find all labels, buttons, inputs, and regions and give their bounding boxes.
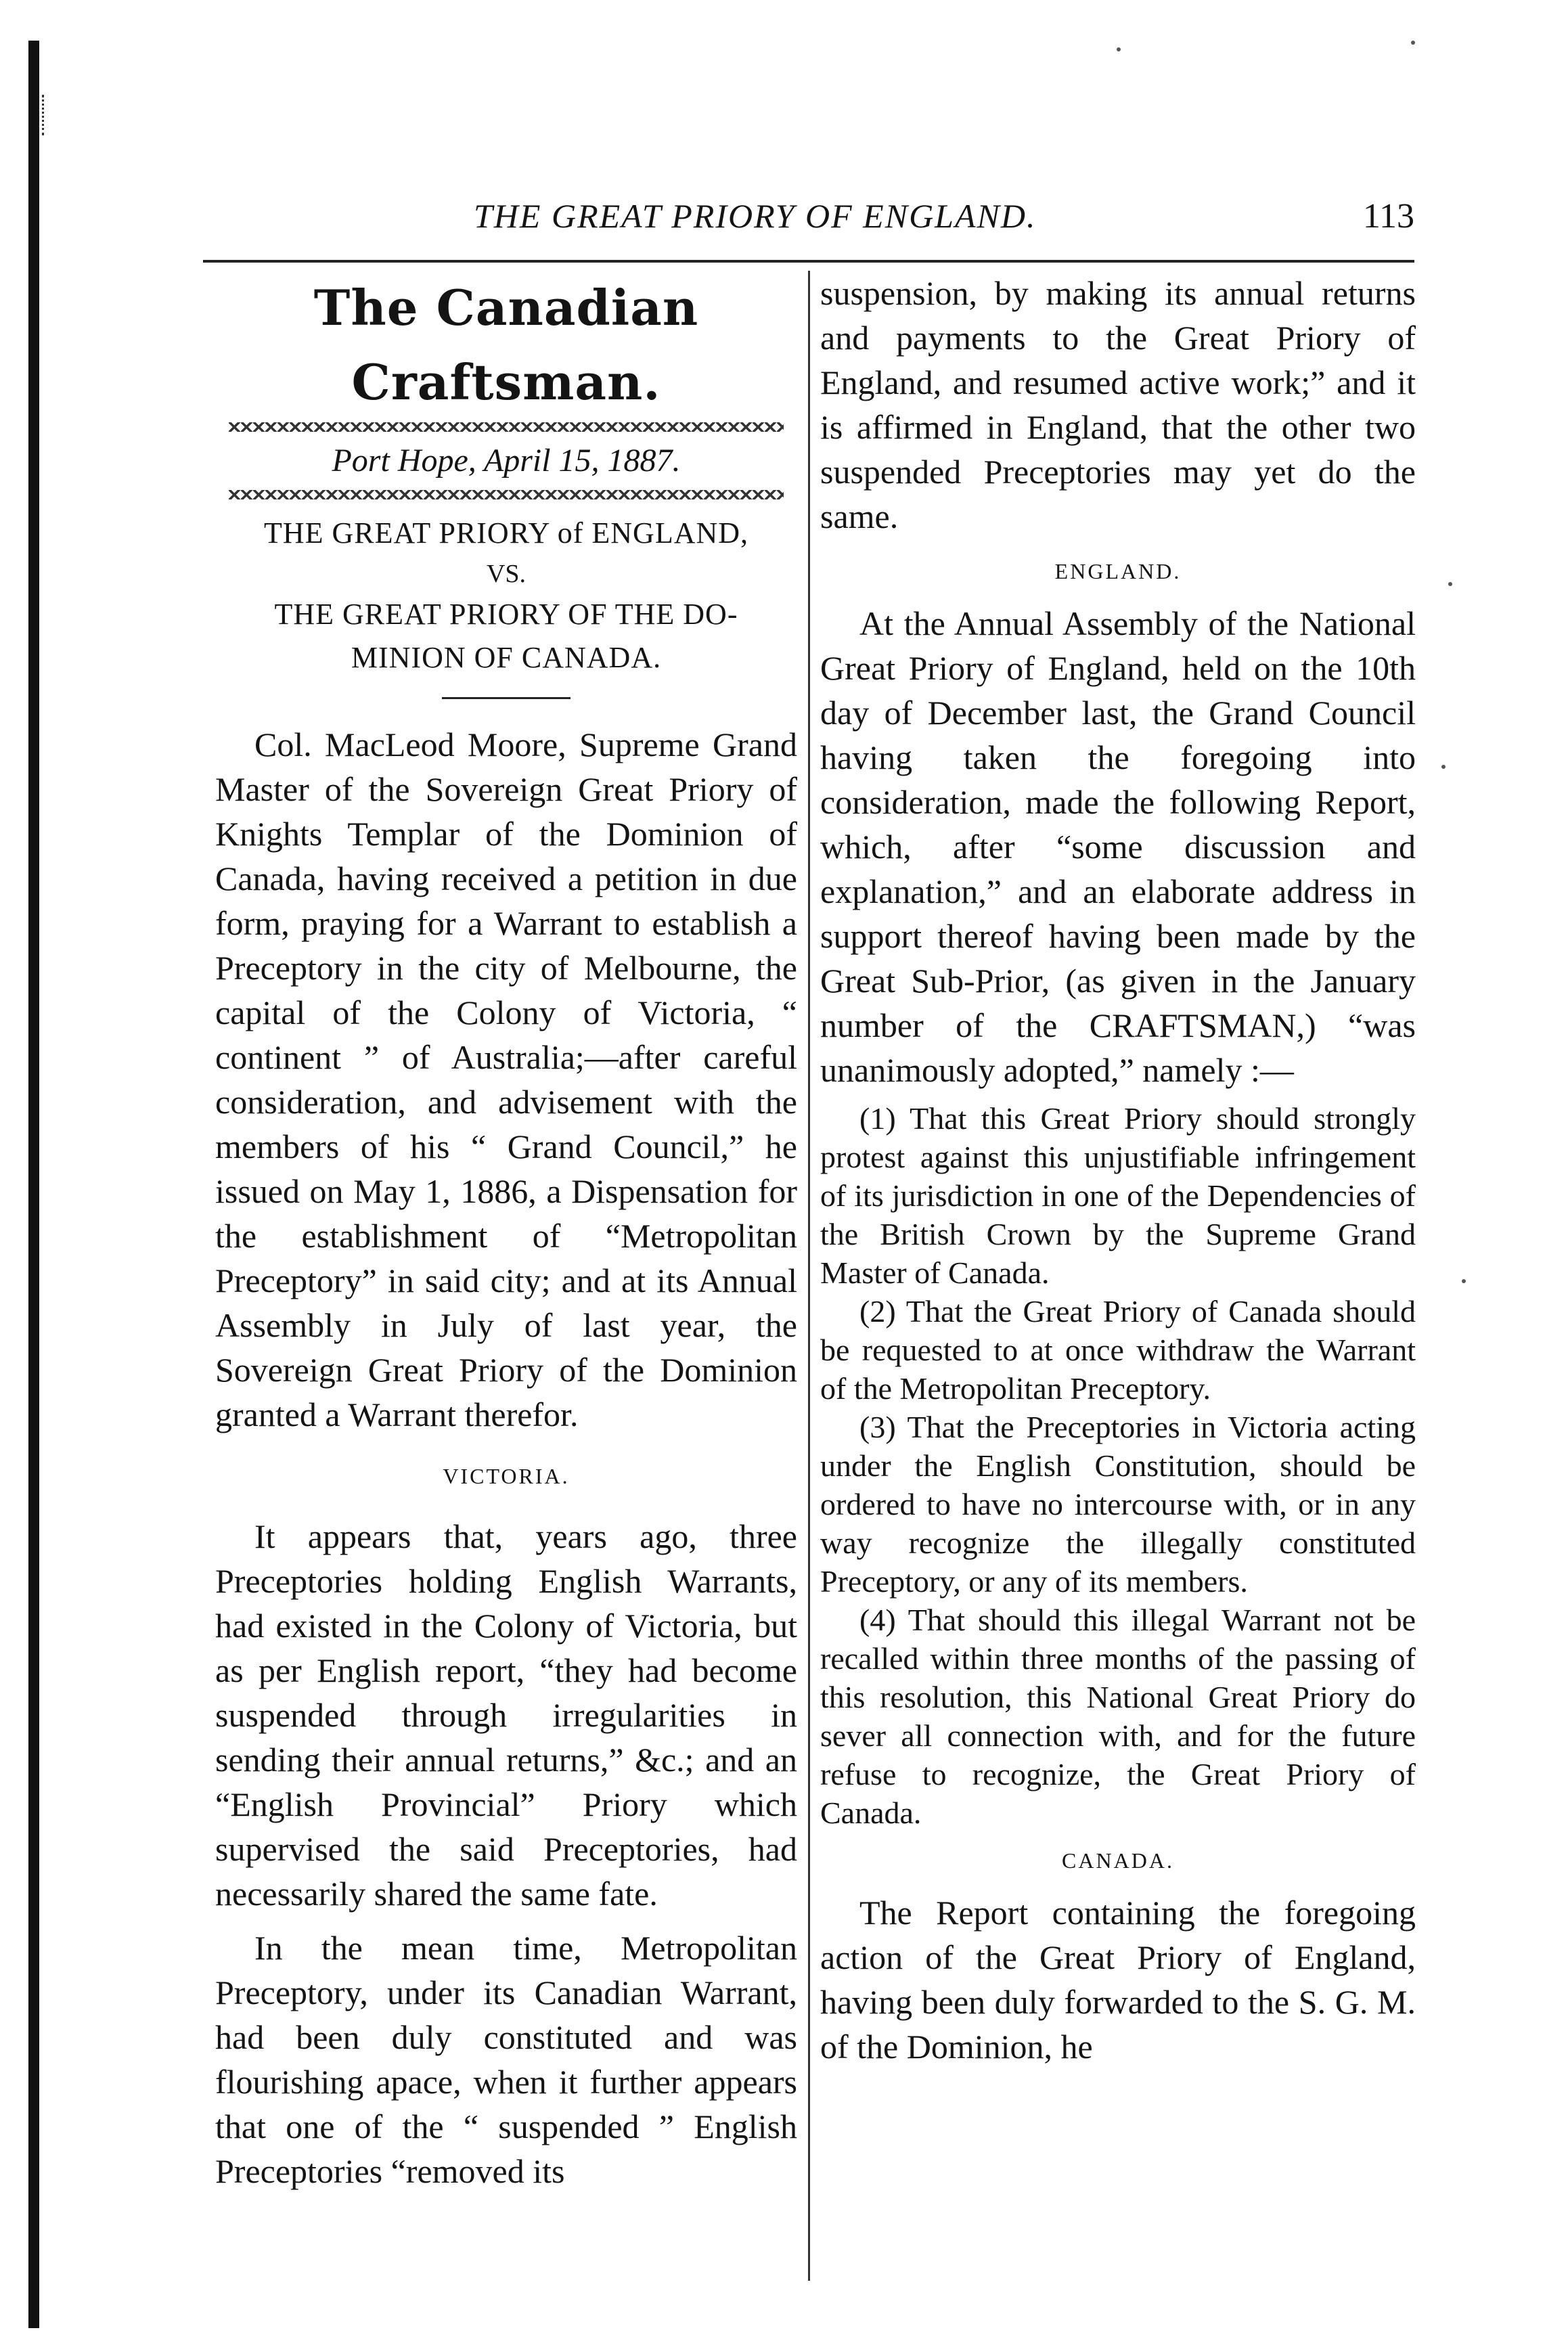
resolution-item: (2) That the Great Priory of Canada should be requested to at once withdraw the Warrant of the Metropolitan Preceptory. (820, 1294, 1416, 1406)
section-heading-victoria: VICTORIA. (443, 1464, 570, 1488)
resolution-item: (4) That should this illegal Warrant not be recalled within three months of the passing of this resolution, this National Great Priory do sever all connection with, and for the future refuse to recognize, the Great Priory of Canada. (820, 1603, 1416, 1830)
scan-speck (1462, 1279, 1466, 1283)
article-paragraph: It appears that, years ago, three Preceptories holding English Warrants, had existed in the Colony of Victoria, but as per English report, “they had become suspended through irregularities in sending their annual returns,” &c.; and an “English Provincial” Priory which supervised the said Preceptories, had necessarily shared the same fate. (215, 1517, 797, 1913)
dateline: Port Hope, April 15, 1887. (332, 443, 681, 478)
page-header (203, 196, 1414, 250)
left-column (215, 271, 797, 2193)
binding-edge (28, 41, 39, 2328)
scan-speck (1117, 47, 1121, 51)
article-paragraph: In the mean time, Metropolitan Preceptory, under its Canadian Warrant, had been duly constituted and was flourishing apace, when it further appears that one of the “ suspended ” English Preceptories “removed its (215, 1929, 797, 2190)
scan-speck (1411, 41, 1415, 45)
right-column (820, 271, 1416, 2069)
headline-2b: MINION OF CANADA. (351, 641, 662, 674)
resolution-item: (3) That the Preceptories in Victoria acting under the English Constitution, should be ordered to have no intercourse with, or in any way recognize the illegally constituted Preceptory, or any of its members. (820, 1410, 1416, 1599)
scan-speck (1448, 582, 1452, 586)
section-heading-england: ENGLAND. (1054, 559, 1182, 583)
resolution-list (820, 1099, 1416, 1832)
headline-vs: VS. (486, 560, 527, 588)
article-paragraph: At the Annual Assembly of the National Great Priory of England, held on the 10th day of December last, the Grand Council having taken the foregoing into consideration, made the following Report, which, after “some discussion and explanation,” and an elaborate address in support thereof having been made by the Great Sub-Prior, (as given in the January number of the CRAFTSMAN,) “was unanimously adopted,” namely :— (820, 604, 1416, 1089)
resolution-item: (1) That this Great Priory should strongly protest against this unjustifiable infringement of its jurisdiction in one of the Dependencies of the British Crown by the Supreme Grand Master of Canada. (820, 1101, 1416, 1290)
section-heading-canada: CANADA. (1062, 1848, 1174, 1873)
header-rule (203, 260, 1414, 263)
running-title: THE GREAT PRIORY OF ENGLAND. (474, 197, 1037, 235)
article-paragraph: Col. MacLeod Moore, Supreme Grand Master of the Sovereign Great Priory of Knights Templar of the Dominion of Canada, having received a petition in due form, praying for a Warrant to establish a Preceptory in the city of Melbourne, the capital of the Colony of Victoria, “ continent ” of Australia;—after careful consideration, and advisement with the members of his “ Grand Council,” he issued on May 1, 1886, a Dispensation for the establishment of “Metropolitan Preceptory” in said city; and at its Annual Assembly in July of last year, the Sovereign Great Priory of the Dominion granted a Warrant therefor. (215, 726, 797, 1433)
page-number: 113 (1362, 197, 1414, 236)
short-rule (442, 697, 570, 699)
scan-artifact (42, 95, 51, 135)
article-paragraph: suspension, by making its annual returns and payments to the Great Priory of England, and resumed active work;” and it is affirmed in England, that the other two suspended Preceptories may yet do the same. (820, 274, 1416, 535)
scan-speck (1441, 765, 1446, 769)
article-paragraph: The Report containing the foregoing action of the Great Priory of England, having been duly forwarded to the S. G. M. of the Dominion, he (820, 1894, 1416, 2066)
column-divider (808, 271, 810, 2281)
wavy-rule (229, 422, 784, 432)
wavy-rule (229, 490, 784, 499)
masthead: The Canadian Craftsman. (313, 279, 699, 411)
headline-1: THE GREAT PRIORY of ENGLAND, (263, 516, 749, 550)
headline-2a: THE GREAT PRIORY OF THE DO- (274, 598, 738, 631)
